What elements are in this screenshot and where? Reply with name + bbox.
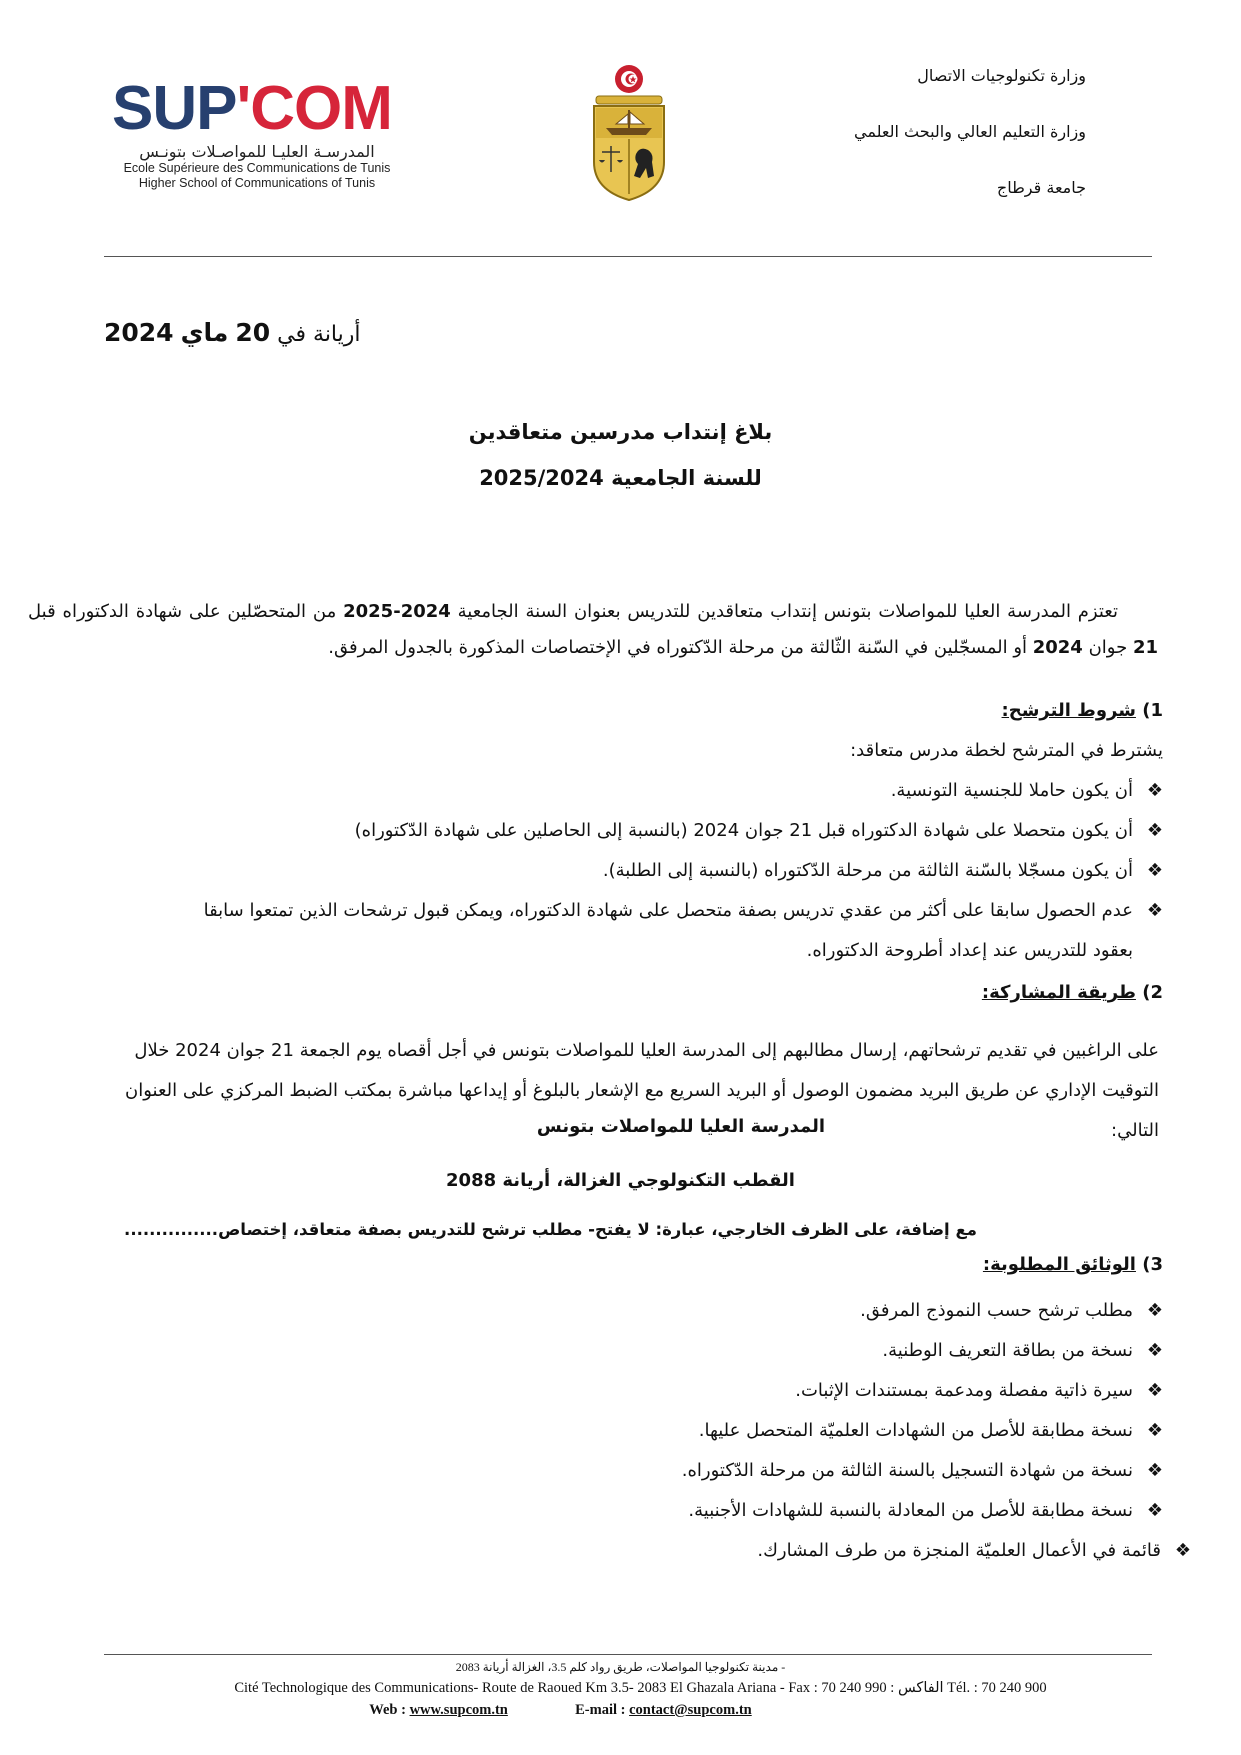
document-text: قائمة في الأعمال العلميّة المنجزة من طرف المشارك. <box>757 1540 1161 1561</box>
intro-text-2: من المتحصّلين على شهادة الدكتوراه قبل <box>28 601 344 622</box>
condition-item-2 <box>355 820 1163 841</box>
ministry-line-2: وزارة التعليم العالي والبحث العلمي <box>854 122 1086 141</box>
bullet-diamond-icon: ❖ <box>1146 1340 1163 1361</box>
logo-sup: SUP <box>112 74 237 143</box>
intro-day: 21 <box>1132 637 1158 658</box>
supcom-logo <box>112 74 432 191</box>
document-item-1 <box>860 1300 1163 1321</box>
section-2-title: طريقة المشاركة: <box>981 982 1136 1003</box>
bullet-diamond-icon: ❖ <box>1146 780 1163 801</box>
logo-english-name: Higher School of Communications of Tunis <box>138 176 376 190</box>
document-text: نسخة من شهادة التسجيل بالسنة الثالثة من مرحلة الدّكتوراه. <box>681 1460 1133 1481</box>
condition-item-4 <box>204 900 1163 921</box>
section-1-lead: يشترط في المترشح لخطة مدرس متعاقد: <box>850 740 1163 761</box>
section-1-heading <box>1002 700 1163 721</box>
logo-com: 'COM <box>236 74 392 143</box>
website-link[interactable]: www.supcom.tn <box>409 1702 508 1718</box>
bullet-diamond-icon: ❖ <box>1146 820 1163 841</box>
footer-address: Cité Technologique des Communications- Route de Raoued Km 3.5- 2083 El Ghazala Ariana - Fax : 70 240 990 : الفاكس Tél. : 70 240 900 <box>234 1680 1047 1696</box>
bullet-diamond-icon: ❖ <box>1146 900 1163 921</box>
envelope-instruction: مع إضافة، على الظرف الخارجي، عبارة: لا يفتح- مطلب ترشح للتدريس بصفة متعاقد، إختصاص............... <box>124 1220 977 1239</box>
document-item-6 <box>688 1500 1163 1521</box>
date-day: 20 <box>235 318 271 347</box>
ministry-line-1: وزارة تكنولوجيات الاتصال <box>917 66 1086 85</box>
participation-line-1: على الراغبين في تقديم ترشحاتهم، إرسال مطالبهم إلى المدرسة العليا للمواصلات بتونس في أجل أقصاه يوم الجمعة 21 جوان 2024 خلال <box>134 1040 1159 1061</box>
participation-line-2: التوقيت الإداري عن طريق البريد مضمون الوصول أو البريد السريع مع الإشعار بالبلوغ أو إيداعها مباشرة بمكتب الضبط المركزي على العنوان <box>125 1080 1159 1101</box>
condition-text: أن يكون متحصلا على شهادة الدكتوراه قبل 21 جوان 2024 (بالنسبة إلى الحاصلين على شهادة الدّكتوراه) <box>354 820 1133 841</box>
section-2-heading <box>982 982 1163 1003</box>
school-address-name: المدرسة العليا للمواصلات بتونس <box>536 1116 825 1137</box>
ministry-line-3: جامعة قرطاج <box>996 178 1086 197</box>
section-2-number: 2) <box>1142 982 1163 1003</box>
bullet-diamond-icon: ❖ <box>1174 1540 1191 1561</box>
section-3-number: 3) <box>1142 1254 1163 1275</box>
intro-text-4: أو المسجّلين في السّنة الثّالثة من مرحلة الدّكتوراه في الإختصاصات المذكورة بالجدول المرفق. <box>328 637 1033 658</box>
web-label: Web : <box>369 1702 406 1718</box>
announcement-title: بلاغ إنتداب مدرسين متعاقدين <box>468 420 773 444</box>
date-month: ماي <box>180 318 229 347</box>
participation-label: التالي: <box>1111 1120 1159 1141</box>
bullet-diamond-icon: ❖ <box>1146 1420 1163 1441</box>
bullet-diamond-icon: ❖ <box>1146 1300 1163 1321</box>
document-text: نسخة من بطاقة التعريف الوطنية. <box>882 1340 1133 1361</box>
intro-text-1: تعتزم المدرسة العليا للمواصلات بتونس إنتداب متعاقدين للتدريس بعنوان السنة الجامعية <box>450 601 1118 622</box>
document-item-3 <box>795 1380 1163 1401</box>
section-3-heading <box>983 1254 1163 1275</box>
logo-arabic-name: المدرسـة العليـا للمواصـلات بتونـس <box>139 142 375 161</box>
document-item-5 <box>682 1460 1163 1481</box>
bullet-diamond-icon: ❖ <box>1146 1500 1163 1521</box>
logo-french-name: Ecole Supérieure des Communications de Tunis <box>123 161 391 175</box>
header-divider <box>104 256 1152 257</box>
section-1-number: 1) <box>1142 700 1163 721</box>
academic-year-title: للسنة الجامعية 2025/2024 <box>479 466 762 490</box>
document-item-4 <box>699 1420 1163 1441</box>
tunisia-coat-of-arms-icon <box>584 62 674 204</box>
email-link[interactable]: contact@supcom.tn <box>629 1702 752 1718</box>
document-text: سيرة ذاتية مفصلة ومدعمة بمستندات الإثبات. <box>795 1380 1133 1401</box>
footer-contacts <box>0 1702 1181 1719</box>
school-address-location: القطب التكنولوجي الغزالة، أريانة 2088 <box>446 1170 795 1191</box>
bullet-diamond-icon: ❖ <box>1146 1460 1163 1481</box>
intro-paragraph <box>28 594 1158 666</box>
document-text: نسخة مطابقة للأصل من المعادلة بالنسبة للشهادات الأجنبية. <box>688 1500 1133 1521</box>
condition-text: أن يكون حاملا للجنسية التونسية. <box>890 780 1133 801</box>
condition-item-3 <box>603 860 1163 881</box>
condition-text: أن يكون مسجّلا بالسّنة الثالثة من مرحلة الدّكتوراه (بالنسبة إلى الطلبة). <box>602 860 1133 881</box>
footer-arabic-address: - مدينة تكنولوجيا المواصلات، طريق رواد كلم 3.5، الغزالة أريانة 2083 <box>455 1660 786 1674</box>
document-item-7 <box>757 1540 1191 1561</box>
date-year: 2024 <box>104 318 174 347</box>
bullet-diamond-icon: ❖ <box>1146 1380 1163 1401</box>
section-3-title: الوثائق المطلوبة: <box>982 1254 1136 1275</box>
document-text: نسخة مطابقة للأصل من الشهادات العلميّة المتحصل عليها. <box>698 1420 1133 1441</box>
document-item-2 <box>882 1340 1163 1361</box>
section-1-title: شروط الترشح: <box>1001 700 1136 721</box>
bullet-diamond-icon: ❖ <box>1146 860 1163 881</box>
condition-item-1 <box>891 780 1163 801</box>
document-date <box>104 318 361 347</box>
condition-item-4-continued: بعقود للتدريس عند إعداد أطروحة الدكتوراه. <box>806 940 1133 961</box>
footer-divider <box>104 1654 1152 1655</box>
document-text: مطلب ترشح حسب النموذج المرفق. <box>860 1300 1133 1321</box>
date-prefix: أريانة في <box>277 322 361 347</box>
intro-year-2: 2024 <box>1032 637 1083 658</box>
email-label: E-mail : <box>575 1702 626 1718</box>
intro-text-3: جوان <box>1082 637 1133 658</box>
condition-text: عدم الحصول سابقا على أكثر من عقدي تدريس بصفة متحصل على شهادة الدكتوراه، ويمكن قبول ترشحات الذين تمتعوا سابقا <box>203 900 1133 921</box>
intro-year: 2024-2025 <box>343 601 451 622</box>
